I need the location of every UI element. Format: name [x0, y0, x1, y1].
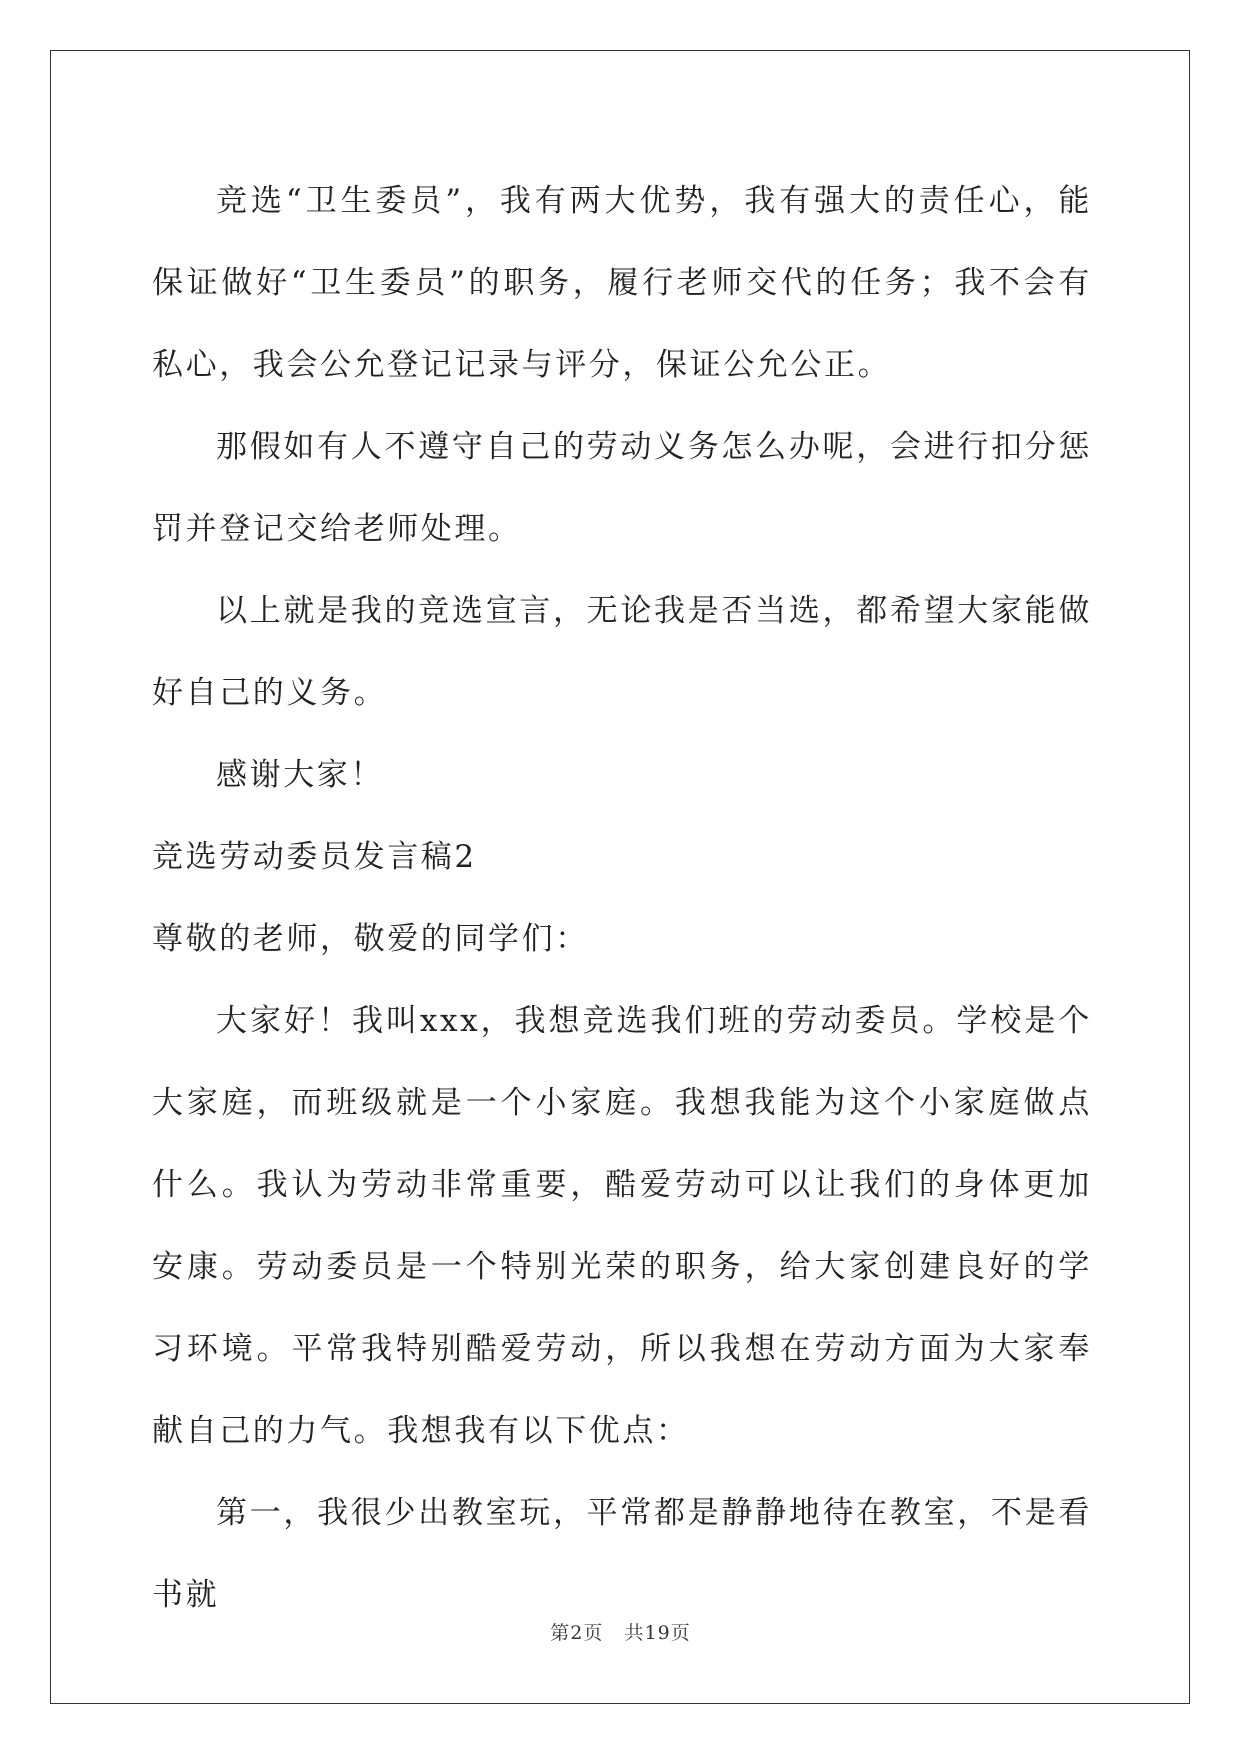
paragraph-introduction: 大家好！我叫xxx，我想竞选我们班的劳动委员。学校是个大家庭，而班级就是一个小家庭。我想我能为这个小家庭做点什么。我认为劳动非常重要，酷爱劳动可以让我们的身体更加安康。劳动委员是一个特别光荣的职务，给大家创建良好的学习环境。平常我特别酷爱劳动，所以我想在劳动方面为大家奉献自己的力气。我想我有以下优点：	[152, 1003, 1092, 1449]
page-total: 共19页	[624, 1622, 691, 1644]
paragraph-first-point: 第一，我很少出教室玩，平常都是静静地待在教室，不是看书就	[152, 1495, 1092, 1613]
page-footer	[0, 1618, 1241, 1645]
document-body	[152, 160, 1092, 1636]
salutation: 尊敬的老师，敬爱的同学们：	[152, 921, 589, 957]
paragraph-declaration: 以上就是我的竞选宣言，无论我是否当选，都希望大家能做好自己的义务。	[152, 593, 1092, 711]
paragraph-thanks: 感谢大家！	[216, 757, 384, 793]
section-heading: 竞选劳动委员发言稿2	[152, 839, 477, 875]
paragraph-hygiene-advantages: 竞选“卫生委员”，我有两大优势，我有强大的责任心，能保证做好“卫生委员”的职务，履行老师交代的任务；我不会有私心，我会公允登记记录与评分，保证公允公正。	[152, 183, 1092, 383]
paragraph-penalty: 那假如有人不遵守自己的劳动义务怎么办呢，会进行扣分惩罚并登记交给老师处理。	[152, 429, 1092, 547]
page-number: 第2页	[550, 1622, 604, 1644]
